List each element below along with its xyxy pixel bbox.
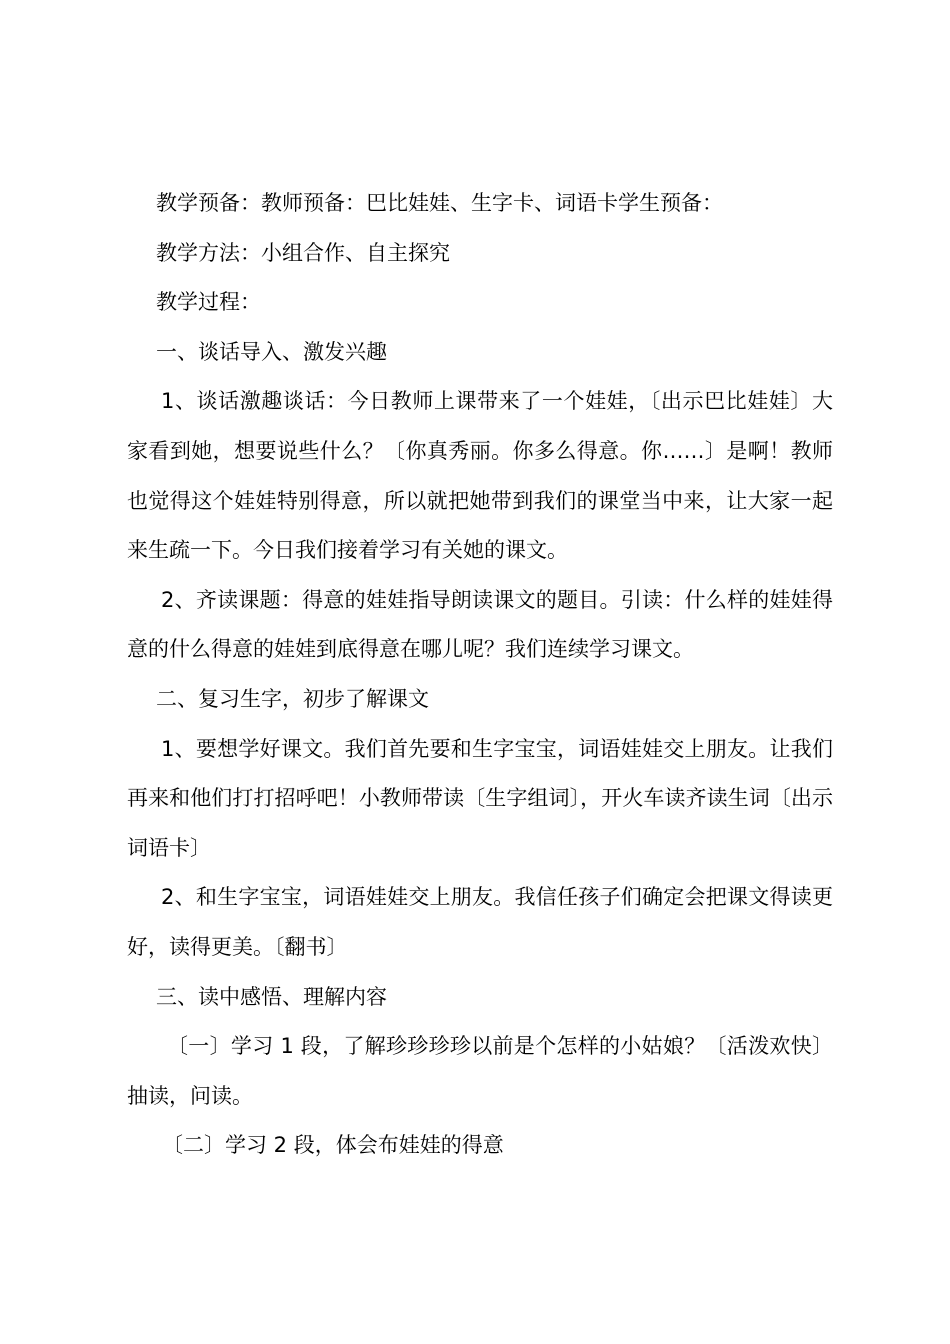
section-heading-3: 三、读中感悟、理解内容 (156, 984, 387, 1009)
paragraph-1-2: 2、齐读课题：得意的娃娃指导朗读课文的题目。引读：什么样的娃娃得意的什么得意的娃娃到底得意在哪儿呢？我们连续学习课文。 (127, 587, 833, 662)
section-heading-1: 一、谈话导入、激发兴趣 (156, 339, 387, 364)
paragraph-2-1: 1、要想学好课文。我们首先要和生字宝宝，词语娃娃交上朋友。让我们再来和他们打打招呼吧！小教师带读〔生字组词〕，开火车读齐读生词〔出示词语卡〕 (127, 736, 833, 860)
paragraph-teaching-process: 教学过程： (156, 290, 261, 315)
section-heading-2: 二、复习生字，初步了解课文 (156, 686, 429, 711)
paragraph-2-2: 2、和生字宝宝，词语娃娃交上朋友。我信任孩子们确定会把课文得读更好，读得更美。〔翻书〕 (127, 885, 833, 959)
paragraph-teaching-method: 教学方法：小组合作、自主探究 (156, 240, 450, 265)
document-page (127, 179, 833, 1171)
paragraph-3-2: 〔二〕学习 2 段，体会布娃娃的得意 (162, 1133, 504, 1158)
paragraph-teaching-prep: 教学预备：教师预备：巴比娃娃、生字卡、词语卡学生预备： (156, 191, 723, 215)
paragraph-3-1: 〔一〕学习 1 段，了解珍珍珍珍以前是个怎样的小姑娘？〔活泼欢快〕抽读，问读。 (127, 1034, 833, 1108)
paragraph-1-1: 1、谈话激趣谈话：今日教师上课带来了一个娃娃，〔出示巴比娃娃〕大家看到她，想要说些什么？〔你真秀丽。你多么得意。你……〕是啊！教师也觉得这个娃娃特别得意，所以就把她带到我们的课堂当中来，让大家一起来生疏一下。今日我们接着学习有关她的课文。 (127, 389, 833, 563)
